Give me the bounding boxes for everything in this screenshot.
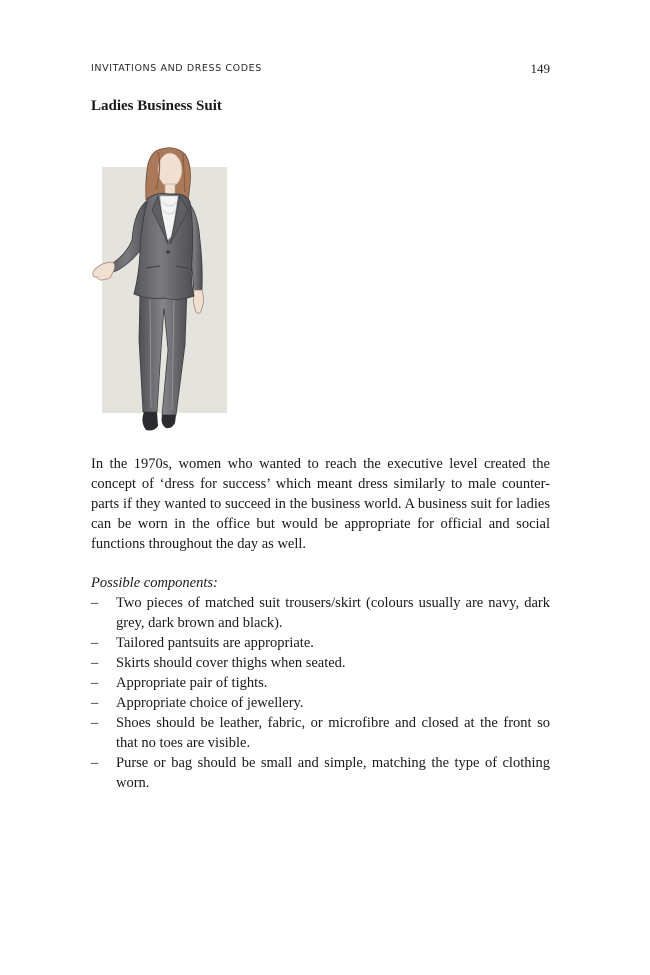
list-item-text: Two pieces of matched suit trousers/skirt (colours usually are navy, dark grey, dark brown and black). bbox=[116, 595, 550, 631]
dash-bullet: – bbox=[91, 595, 99, 611]
list-item bbox=[91, 593, 550, 633]
list-item bbox=[91, 653, 550, 673]
list-item bbox=[91, 633, 550, 653]
list-item bbox=[91, 673, 550, 693]
section-title: Ladies Business Suit bbox=[91, 98, 222, 114]
list-item-text: Purse or bag should be small and simple, matching the type of clothing worn. bbox=[116, 755, 550, 791]
list-item-text: Appropriate pair of tights. bbox=[116, 675, 268, 691]
dash-bullet: – bbox=[91, 635, 99, 651]
dash-bullet: – bbox=[91, 655, 99, 671]
dash-bullet: – bbox=[91, 695, 99, 711]
dash-bullet: – bbox=[91, 675, 99, 691]
dash-bullet: – bbox=[91, 715, 99, 731]
page-number: 149 bbox=[530, 61, 550, 76]
list-item bbox=[91, 713, 550, 753]
components-heading: Possible components: bbox=[91, 575, 218, 591]
body-paragraph: In the 1970s, women who wanted to reach the executive level created the concept of ‘dress for success’ which meant dress similarly to male counter-parts if they wanted to succeed in the business world. A business suit for ladies can be worn in the office but would be appropriate for official and social functions throughout the day as well. bbox=[91, 456, 550, 552]
running-head: INVITATIONS AND DRESS CODES bbox=[91, 63, 262, 74]
suit-figure bbox=[88, 140, 238, 440]
list-item-text: Tailored pantsuits are appropriate. bbox=[116, 635, 314, 651]
list-item-text: Appropriate choice of jewellery. bbox=[116, 695, 304, 711]
woman-in-business-suit-illustration-icon bbox=[88, 140, 238, 440]
list-item bbox=[91, 753, 550, 793]
list-item bbox=[91, 693, 550, 713]
list-item-text: Skirts should cover thighs when seated. bbox=[116, 655, 346, 671]
list-item-text: Shoes should be leather, fabric, or microfibre and closed at the front so that no toes are visible. bbox=[116, 715, 550, 751]
components-list bbox=[91, 593, 550, 793]
dash-bullet: – bbox=[91, 755, 99, 771]
